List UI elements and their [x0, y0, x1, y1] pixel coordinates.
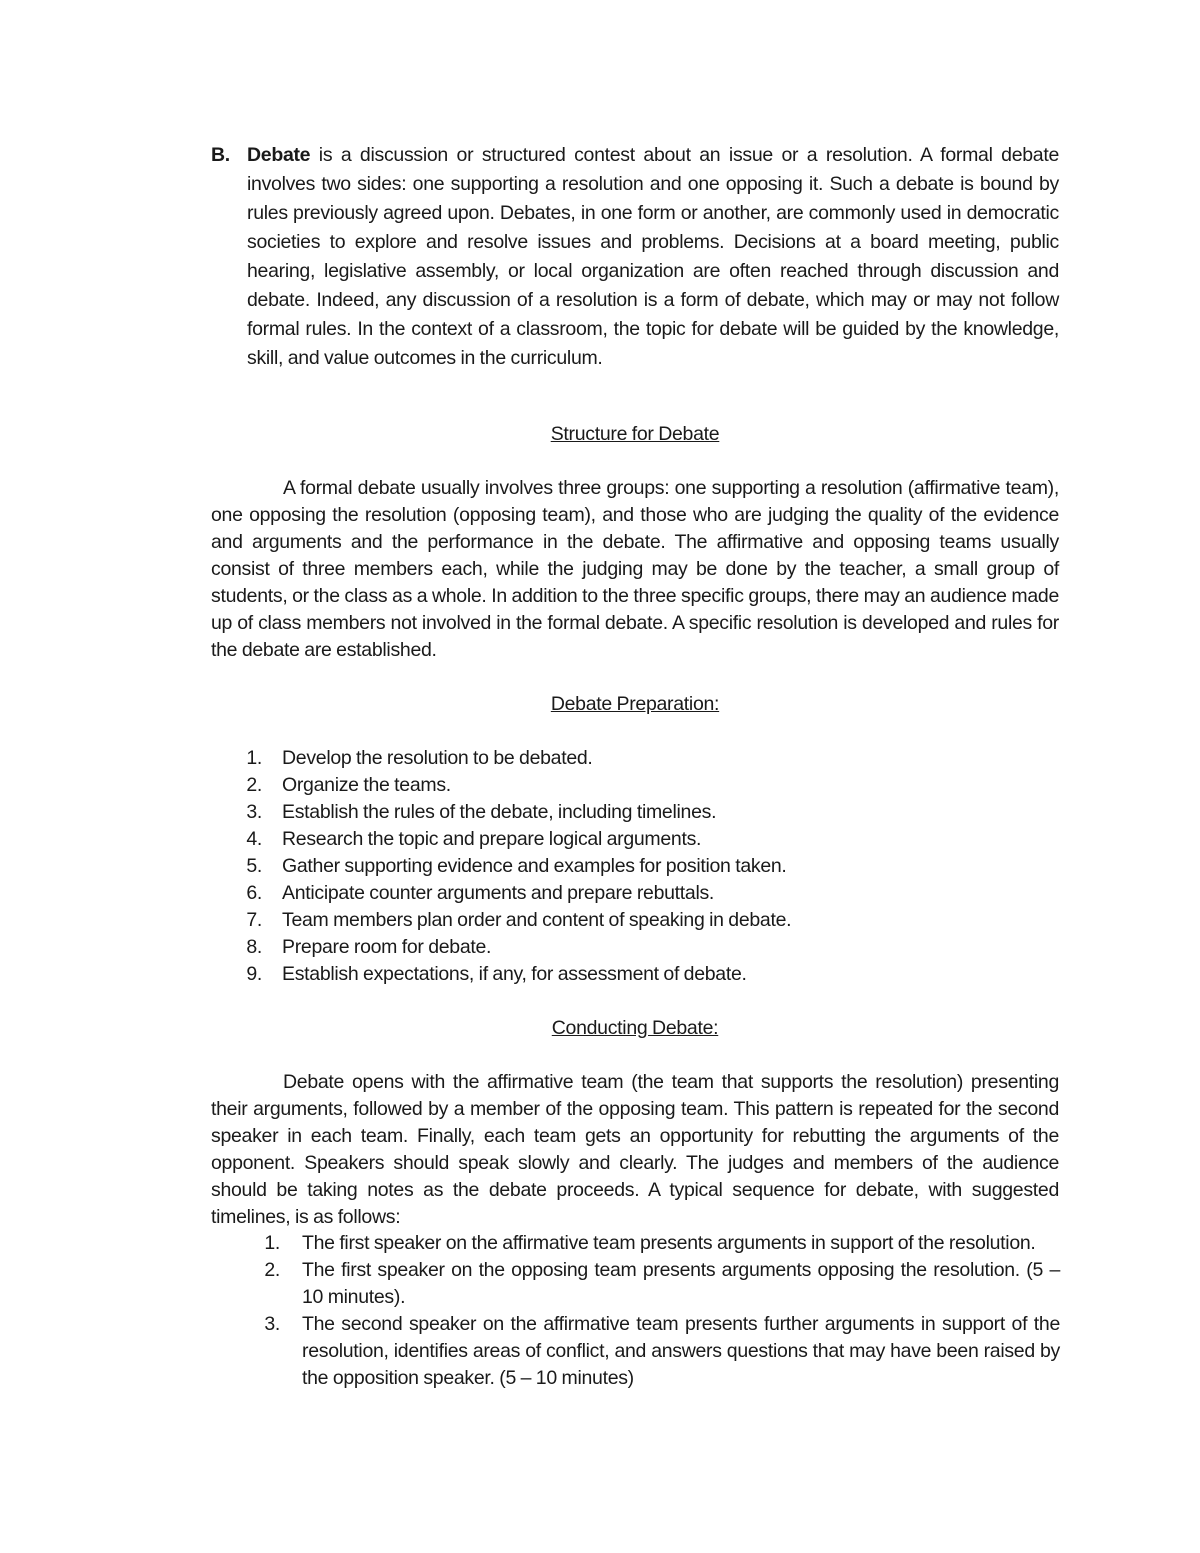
list-number: 1. — [264, 1232, 280, 1254]
list-number: 5. — [246, 855, 262, 877]
list-text: Organize the teams. — [282, 774, 451, 796]
list-number: 3. — [246, 801, 262, 823]
list-item — [240, 880, 1060, 907]
list-text: The first speaker on the affirmative team presents arguments in support of the resolution. — [302, 1232, 1036, 1254]
list-item — [240, 772, 1060, 799]
list-item — [258, 1230, 1060, 1257]
list-text: Gather supporting evidence and examples for position taken. — [282, 855, 787, 877]
list-text: Research the topic and prepare logical arguments. — [282, 828, 702, 850]
section-marker: B. — [211, 144, 230, 166]
list-item — [258, 1257, 1060, 1311]
section-b-definition — [211, 141, 1059, 373]
definition-text: is a discussion or structured contest about an issue or a resolution. A formal debate involves two sides: one supporting a resolution and one opposing it. Such a debate is bound by rules previously agreed upon. Debates, in one form or another, are commonly used in democratic societies to explore and resolve issues and problems. Decisions at a board meeting, public hearing, legislative assembly, or local organization are often reached through discussion and debate. Indeed, any discussion of a resolution is a form of debate, which may or may not follow formal rules. In the context of a classroom, the topic for debate will be guided by the knowledge, skill, and value outcomes in the curriculum. — [247, 144, 1059, 369]
list-number: 6. — [246, 882, 262, 904]
list-number: 2. — [246, 774, 262, 796]
list-number: 8. — [246, 936, 262, 958]
definition-paragraph — [247, 141, 1059, 373]
list-text: Establish expectations, if any, for assessment of debate. — [282, 963, 747, 985]
list-item — [240, 961, 1060, 988]
list-item — [240, 826, 1060, 853]
list-text: Develop the resolution to be debated. — [282, 747, 593, 769]
list-item — [240, 745, 1060, 772]
list-number: 2. — [264, 1259, 280, 1281]
list-number: 1. — [246, 747, 262, 769]
defined-term: Debate — [247, 144, 311, 166]
conducting-heading: Conducting Debate: — [551, 1017, 719, 1039]
structure-heading: Structure for Debate — [550, 423, 720, 445]
structure-paragraph: A formal debate usually involves three groups: one supporting a resolution (affirmative team), one opposing the resolution (opposing team), and those who are judging the quality of the evidence and arguments and the performance in the debate. The affirmative and opposing teams usually consist of three members each, while the judging may be done by the teacher, a small group of students, or the class as a whole. In addition to the three specific groups, there may an audience made up of class members not involved in the formal debate. A specific resolution is developed and rules for the debate are established. — [211, 477, 1059, 661]
list-text: Prepare room for debate. — [282, 936, 492, 958]
sequence-list — [258, 1230, 1060, 1392]
list-text: The first speaker on the opposing team presents arguments opposing the resolution. (5 – 10 minutes). — [302, 1259, 1060, 1308]
list-text: Establish the rules of the debate, including timelines. — [282, 801, 717, 823]
list-item — [240, 934, 1060, 961]
list-number: 3. — [264, 1313, 280, 1335]
list-text: Anticipate counter arguments and prepare rebuttals. — [282, 882, 715, 904]
list-text: Team members plan order and content of speaking in debate. — [282, 909, 792, 931]
list-item — [258, 1311, 1060, 1392]
preparation-list — [240, 745, 1060, 988]
list-number: 4. — [246, 828, 262, 850]
list-item — [240, 799, 1060, 826]
list-text: The second speaker on the affirmative team presents further arguments in support of the resolution, identifies areas of conflict, and answers questions that may have been raised by the opposition speaker. (5 – 10 minutes) — [302, 1313, 1060, 1389]
preparation-heading: Debate Preparation: — [550, 693, 720, 715]
list-number: 9. — [246, 963, 262, 985]
list-item — [240, 907, 1060, 934]
conducting-paragraph: Debate opens with the affirmative team (the team that supports the resolution) presenting their arguments, followed by a member of the opposing team. This pattern is repeated for the second speaker in each team. Finally, each team gets an opportunity for rebutting the arguments of the opponent. Speakers should speak slowly and clearly. The judges and members of the audience should be taking notes as the debate proceeds. A typical sequence for debate, with suggested timelines, is as follows: — [211, 1071, 1059, 1228]
list-item — [240, 853, 1060, 880]
list-number: 7. — [246, 909, 262, 931]
